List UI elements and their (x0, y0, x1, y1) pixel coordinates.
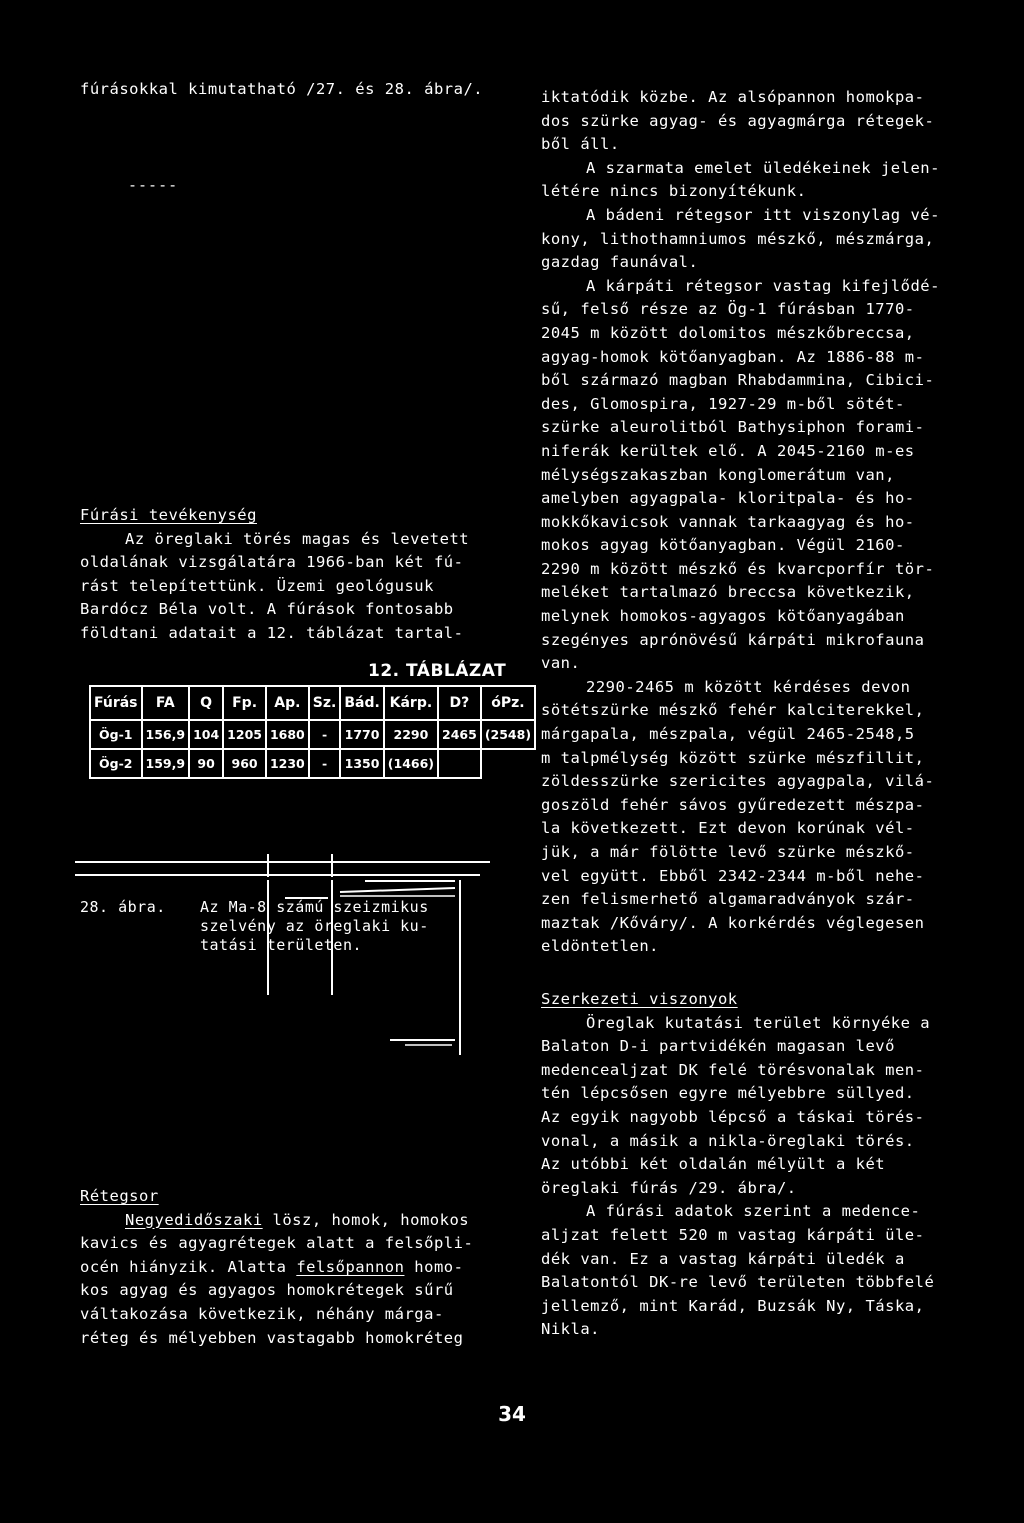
body-line: kony, lithothamniumos mészkő, mészmárga, (541, 229, 935, 248)
body-line: mokos agyag kötőanyagban. Végül 2160- (541, 536, 905, 555)
strata-line (80, 1256, 500, 1280)
strata-term: Negyedidőszaki (125, 1210, 263, 1229)
figure-caption-text (200, 898, 500, 955)
table-cell: Ög-2 (90, 749, 142, 778)
table-cell: 104 (189, 720, 223, 749)
top-line: fúrásokkal kimutatható /27. és 28. ábra/. (80, 80, 484, 98)
body-line: A szarmata emelet üledékeinek jelen- (586, 158, 940, 177)
strata-text: lösz, homok, homokos (262, 1210, 470, 1229)
heading-drilling: Fúrási tevékenység (80, 506, 257, 524)
body-line: szürke aleurolitból Bathysiphon forami- (541, 418, 925, 437)
body-line: gazdag faunával. (541, 253, 699, 272)
table-cell: (1466) (384, 749, 438, 778)
body-line: mélységszakaszban konglomerátum van, (541, 465, 895, 484)
caption-line: tatási területen. (200, 936, 363, 954)
structure-line: tén lépcsősen egyre mélyebbre süllyed. (541, 1084, 915, 1103)
table-cell: (2548) (481, 720, 535, 749)
strata-text: homo- (404, 1257, 464, 1276)
table-cell (481, 749, 535, 778)
table-cell: - (309, 749, 341, 778)
table-cell: 156,9 (142, 720, 190, 749)
table-row (90, 749, 535, 778)
table-row (90, 720, 535, 749)
caption-line: szelvény az öreglaki ku- (200, 917, 429, 935)
structure-line: medencealjzat DK felé törésvonalak men- (541, 1060, 925, 1079)
structure-line: Az egyik nagyobb lépcső a táskai törés- (541, 1107, 925, 1126)
body-line: maztak /Kőváry/. A korkérdés véglegesen (541, 913, 925, 932)
table-cell: Ög-1 (90, 720, 142, 749)
body-line: ből áll. (541, 135, 620, 154)
drilling-line: Az öreglaki törés magas és levetett (125, 529, 470, 548)
strata-line: kos agyag és agyagos homokrétegek sűrű (80, 1281, 454, 1300)
strata-line (80, 1209, 500, 1233)
body-line: 2045 m között dolomitos mészkőbreccsa, (541, 323, 915, 342)
drilling-line: oldalának vizsgálatára 1966-ban két fú- (80, 553, 464, 572)
body-line: szegényes aprónövésű kárpáti mikrofauna (541, 630, 925, 649)
body-line: sötétszürke mészkő fehér kalciterekkel, (541, 701, 925, 720)
structure-line: Balatontól DK-re levő területen többfelé (541, 1273, 935, 1292)
structure-line: Az utóbbi két oldalán mélyült a két (541, 1155, 886, 1174)
body-line: zöldesszürke szericites agyagpala, vilá- (541, 772, 935, 791)
table-cell: 1680 (266, 720, 309, 749)
table-cell: 2465 (438, 720, 481, 749)
body-line: melynek homokos-agyagos kötőanyagában (541, 607, 905, 626)
structure-line: dék van. Ez a vastag kárpáti üledék a (541, 1249, 905, 1268)
body-line: iktatódik közbe. Az alsópannon homokpa- (541, 88, 925, 106)
col-header: Ap. (266, 686, 309, 720)
body-line: m talpmélység között szürke mészfillit, (541, 748, 925, 767)
drilling-line: rást telepítettünk. Üzemi geológusuk (80, 576, 434, 595)
table-cell: 1770 (340, 720, 383, 749)
drilling-line: Bardócz Béla volt. A fúrások fontosabb (80, 600, 454, 619)
body-line: ből származó magban Rhabdammina, Cibici- (541, 371, 935, 390)
table-title: 12. TÁBLÁZAT (368, 661, 507, 681)
table-cell: 2290 (384, 720, 438, 749)
body-line: meléket tartalmazó breccsa következik, (541, 583, 915, 602)
col-header: D? (438, 686, 481, 720)
col-header: FA (142, 686, 190, 720)
structure-line: jellemző, mint Karád, Buzsák Ny, Táska, (541, 1296, 925, 1315)
body-line: agyag-homok kötőanyagban. Az 1886-88 m- (541, 347, 925, 366)
structure-line: vonal, a másik a nikla-öreglaki törés. (541, 1131, 915, 1150)
col-header: Kárp. (384, 686, 438, 720)
col-header: óPz. (481, 686, 535, 720)
heading-strata: Rétegsor (80, 1187, 159, 1205)
body-line: márgapala, mészpala, végül 2465-2548,5 (541, 725, 915, 744)
structure-line: Balaton D-i partvidékén magasan levő (541, 1037, 895, 1056)
table-header-row (90, 686, 535, 720)
table-cell: 1205 (223, 720, 266, 749)
structure-section (541, 988, 981, 1342)
body-line: eldöntetlen. (541, 937, 659, 956)
figure-number: 28. ábra. (80, 898, 166, 916)
col-header: Q (189, 686, 223, 720)
body-line: des, Glomospira, 1927-29 m-ből sötét- (541, 394, 905, 413)
boreholes-table (89, 685, 536, 779)
body-line: mokkőkavicsok vannak tarkaagyag és ho- (541, 512, 915, 531)
strata-line: váltakozása következik, néhány márga- (80, 1304, 444, 1323)
body-line: sű, felső része az Ög-1 fúrásban 1770- (541, 300, 915, 319)
body-line: 2290 m között mészkő és kvarcporfír tör- (541, 559, 935, 578)
drilling-section (80, 504, 500, 646)
table-cell (438, 749, 481, 778)
table-cell: 1230 (266, 749, 309, 778)
body-line: létére nincs bizonyítékunk. (541, 182, 807, 201)
heading-structure: Szerkezeti viszonyok (541, 990, 738, 1008)
structure-line: aljzat felett 520 m vastag kárpáti üle- (541, 1225, 925, 1244)
col-header: Bád. (340, 686, 383, 720)
structure-line: Öreglak kutatási terület környéke a (586, 1013, 931, 1032)
body-line: amelyben agyagpala- kloritpala- és ho- (541, 489, 915, 508)
strata-line: kavics és agyagrétegek alatt a felsőpli- (80, 1234, 474, 1253)
strata-text: océn hiányzik. Alatta (80, 1257, 297, 1276)
body-line: dos szürke agyag- és agyagmárga rétegek- (541, 111, 935, 130)
body-line: A kárpáti rétegsor vastag kifejlődé- (586, 276, 940, 295)
left-column (80, 78, 490, 102)
table-cell: 90 (189, 749, 223, 778)
table-cell: - (309, 720, 341, 749)
body-line: A bádeni rétegsor itt viszonylag vé- (586, 205, 940, 224)
body-line: goszöld fehér sávos gyűredezett mészpa- (541, 795, 925, 814)
strata-section (80, 1185, 500, 1350)
figure-line (340, 888, 455, 892)
caption-line: Az Ma-8 számú szeizmikus (200, 898, 429, 916)
body-line: zen felismerhető algamaradványok szár- (541, 890, 915, 909)
body-line: la következett. Ezt devon korúnak vél- (541, 819, 915, 838)
table-cell: 1350 (340, 749, 383, 778)
body-line: vel együtt. Ebből 2342-2344 m-ből nehe- (541, 866, 925, 885)
body-line: niferák kerültek elő. A 2045-2160 m-es (541, 441, 915, 460)
col-header: Fp. (223, 686, 266, 720)
page-number: 34 (498, 1402, 526, 1426)
drilling-line: földtani adatait a 12. táblázat tartal- (80, 623, 464, 642)
separator-dashes: ----- (128, 176, 179, 194)
strata-term: felsőpannon (296, 1257, 405, 1276)
structure-line: öreglaki fúrás /29. ábra/. (541, 1178, 797, 1197)
col-header: Sz. (309, 686, 341, 720)
table-cell: 159,9 (142, 749, 190, 778)
structure-paragraphs (541, 1012, 981, 1342)
body-line: van. (541, 654, 581, 673)
strata-line: réteg és mélyebben vastagabb homokréteg (80, 1328, 464, 1347)
body-line: jük, a már fölötte levő szürke mészkő- (541, 843, 915, 861)
body-line: 2290-2465 m között kérdéses devon (586, 677, 911, 696)
structure-line: A fúrási adatok szerint a medence- (586, 1202, 921, 1221)
table-cell: 960 (223, 749, 266, 778)
structure-line: Nikla. (541, 1320, 600, 1339)
right-column (541, 86, 981, 959)
col-header: Fúrás (90, 686, 142, 720)
